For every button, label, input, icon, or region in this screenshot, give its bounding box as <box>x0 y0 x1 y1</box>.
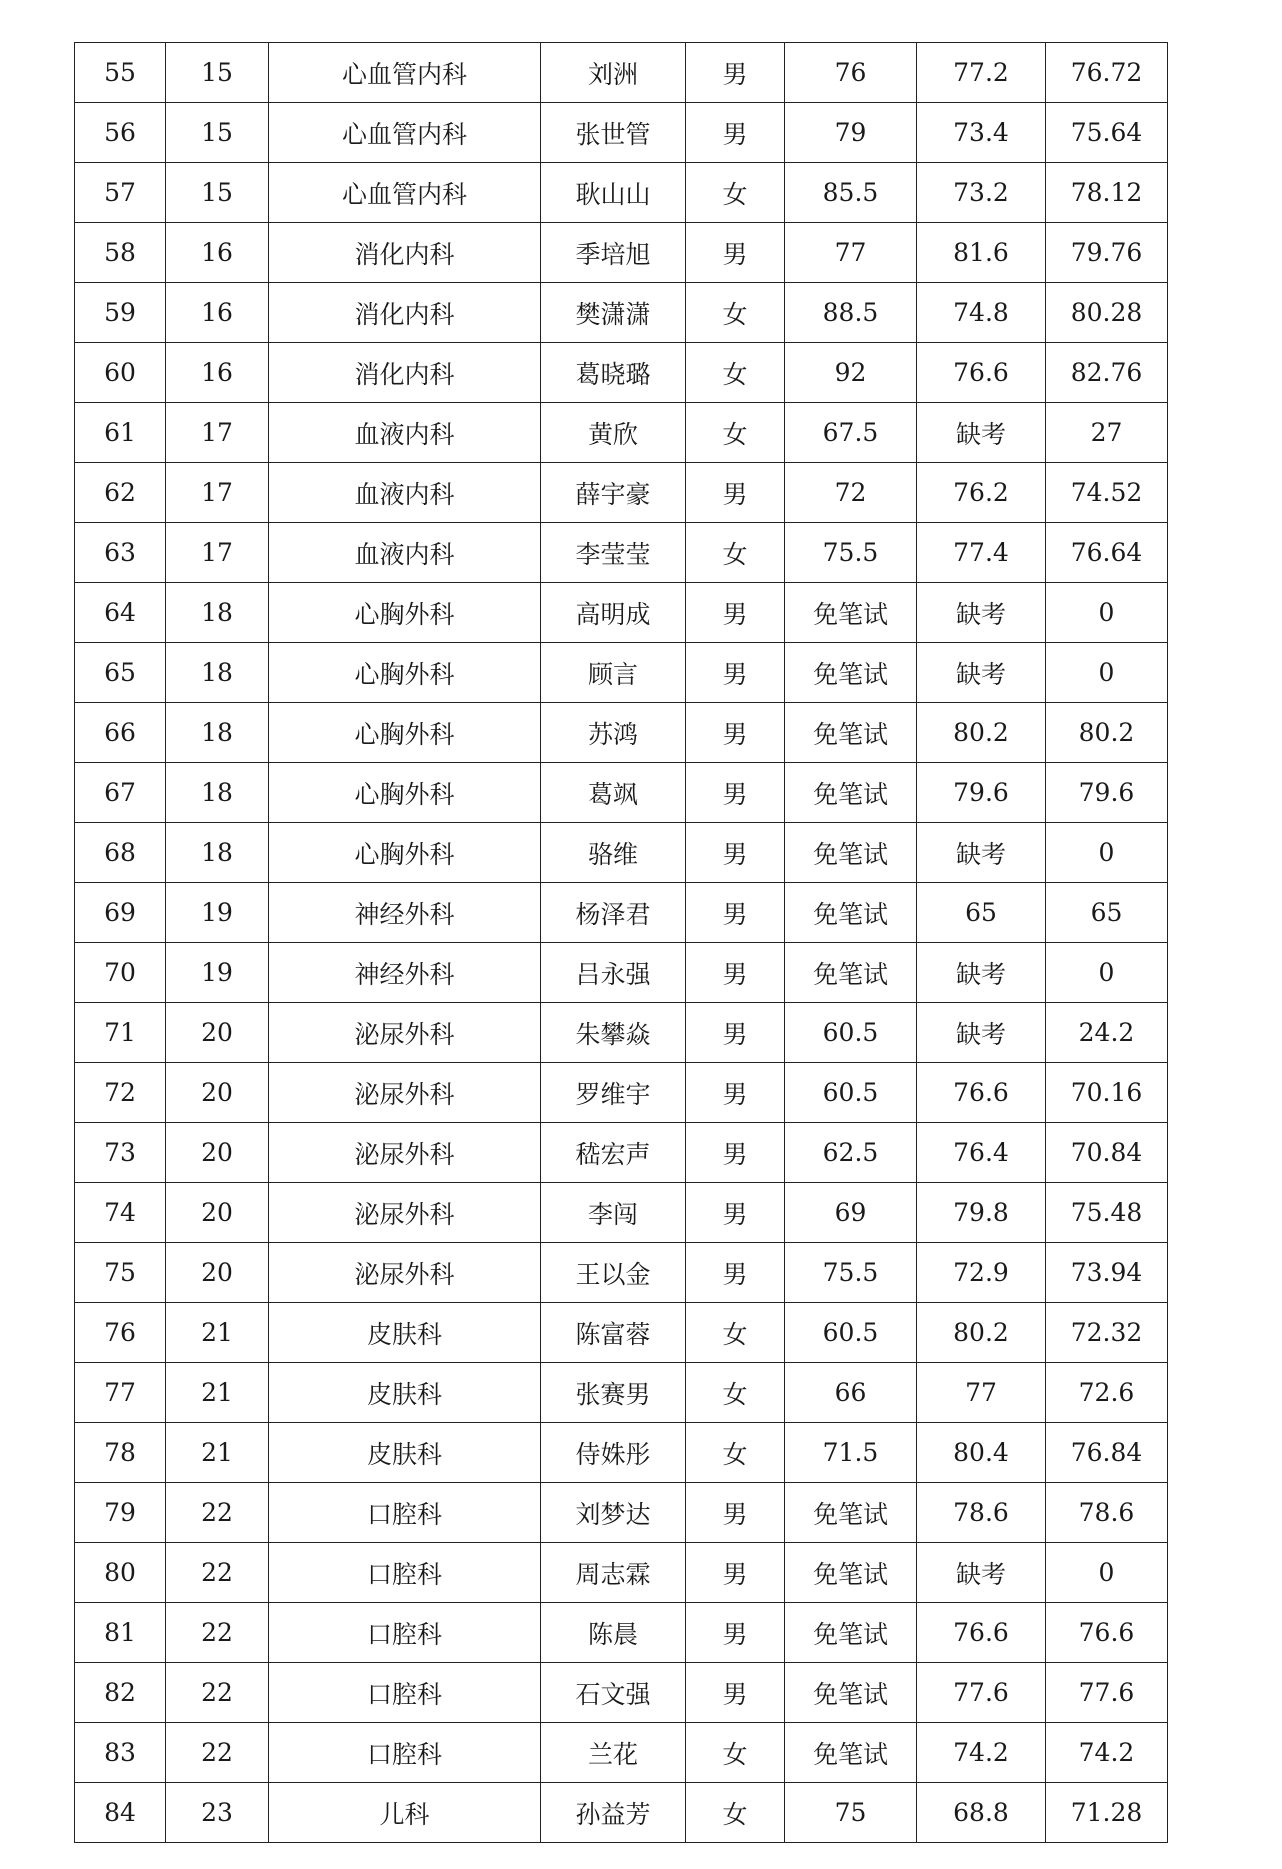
department-cell: 口腔科 <box>269 1663 541 1723</box>
row-number-cell: 64 <box>75 583 166 643</box>
written-score-cell: 75 <box>785 1783 917 1843</box>
position-code-cell: 19 <box>166 883 269 943</box>
gender-cell: 女 <box>686 403 785 463</box>
total-score-cell: 75.64 <box>1046 103 1168 163</box>
row-number-cell: 67 <box>75 763 166 823</box>
name-cell: 嵇宏声 <box>541 1123 686 1183</box>
position-code-cell: 22 <box>166 1723 269 1783</box>
interview-score-cell: 76.6 <box>917 1603 1046 1663</box>
row-number-cell: 76 <box>75 1303 166 1363</box>
table-row <box>75 1543 1168 1603</box>
name-cell: 张赛男 <box>541 1363 686 1423</box>
gender-cell: 女 <box>686 1423 785 1483</box>
position-code-cell: 16 <box>166 283 269 343</box>
gender-cell: 男 <box>686 1003 785 1063</box>
position-code-cell: 20 <box>166 1003 269 1063</box>
table-row <box>75 283 1168 343</box>
interview-score-cell: 68.8 <box>917 1783 1046 1843</box>
row-number-cell: 63 <box>75 523 166 583</box>
department-cell: 心血管内科 <box>269 43 541 103</box>
row-number-cell: 72 <box>75 1063 166 1123</box>
written-score-cell: 77 <box>785 223 917 283</box>
results-table <box>74 42 1168 1843</box>
row-number-cell: 60 <box>75 343 166 403</box>
row-number-cell: 65 <box>75 643 166 703</box>
total-score-cell: 76.6 <box>1046 1603 1168 1663</box>
total-score-cell: 74.2 <box>1046 1723 1168 1783</box>
position-code-cell: 17 <box>166 463 269 523</box>
department-cell: 泌尿外科 <box>269 1243 541 1303</box>
name-cell: 吕永强 <box>541 943 686 1003</box>
written-score-cell: 免笔试 <box>785 703 917 763</box>
gender-cell: 男 <box>686 1243 785 1303</box>
row-number-cell: 71 <box>75 1003 166 1063</box>
name-cell: 季培旭 <box>541 223 686 283</box>
department-cell: 心胸外科 <box>269 643 541 703</box>
row-number-cell: 78 <box>75 1423 166 1483</box>
interview-score-cell: 缺考 <box>917 1003 1046 1063</box>
position-code-cell: 18 <box>166 823 269 883</box>
row-number-cell: 77 <box>75 1363 166 1423</box>
position-code-cell: 20 <box>166 1243 269 1303</box>
name-cell: 苏鸿 <box>541 703 686 763</box>
total-score-cell: 0 <box>1046 823 1168 883</box>
written-score-cell: 72 <box>785 463 917 523</box>
written-score-cell: 60.5 <box>785 1003 917 1063</box>
interview-score-cell: 缺考 <box>917 583 1046 643</box>
total-score-cell: 76.72 <box>1046 43 1168 103</box>
position-code-cell: 20 <box>166 1123 269 1183</box>
name-cell: 王以金 <box>541 1243 686 1303</box>
row-number-cell: 73 <box>75 1123 166 1183</box>
interview-score-cell: 缺考 <box>917 403 1046 463</box>
interview-score-cell: 77.6 <box>917 1663 1046 1723</box>
name-cell: 侍姝彤 <box>541 1423 686 1483</box>
total-score-cell: 70.16 <box>1046 1063 1168 1123</box>
position-code-cell: 21 <box>166 1423 269 1483</box>
row-number-cell: 79 <box>75 1483 166 1543</box>
written-score-cell: 76 <box>785 43 917 103</box>
total-score-cell: 72.6 <box>1046 1363 1168 1423</box>
department-cell: 神经外科 <box>269 943 541 1003</box>
row-number-cell: 69 <box>75 883 166 943</box>
name-cell: 周志霖 <box>541 1543 686 1603</box>
interview-score-cell: 缺考 <box>917 823 1046 883</box>
table-row <box>75 703 1168 763</box>
interview-score-cell: 74.8 <box>917 283 1046 343</box>
written-score-cell: 60.5 <box>785 1303 917 1363</box>
position-code-cell: 18 <box>166 763 269 823</box>
written-score-cell: 79 <box>785 103 917 163</box>
table-row <box>75 163 1168 223</box>
row-number-cell: 70 <box>75 943 166 1003</box>
department-cell: 血液内科 <box>269 403 541 463</box>
table-row <box>75 823 1168 883</box>
row-number-cell: 61 <box>75 403 166 463</box>
total-score-cell: 65 <box>1046 883 1168 943</box>
table-row <box>75 1603 1168 1663</box>
table-row <box>75 883 1168 943</box>
table-row <box>75 1423 1168 1483</box>
written-score-cell: 85.5 <box>785 163 917 223</box>
interview-score-cell: 73.2 <box>917 163 1046 223</box>
gender-cell: 男 <box>686 643 785 703</box>
department-cell: 神经外科 <box>269 883 541 943</box>
interview-score-cell: 65 <box>917 883 1046 943</box>
position-code-cell: 16 <box>166 343 269 403</box>
written-score-cell: 免笔试 <box>785 1603 917 1663</box>
department-cell: 口腔科 <box>269 1723 541 1783</box>
gender-cell: 女 <box>686 1723 785 1783</box>
total-score-cell: 24.2 <box>1046 1003 1168 1063</box>
interview-score-cell: 缺考 <box>917 943 1046 1003</box>
written-score-cell: 62.5 <box>785 1123 917 1183</box>
written-score-cell: 免笔试 <box>785 1723 917 1783</box>
interview-score-cell: 77.2 <box>917 43 1046 103</box>
name-cell: 朱攀焱 <box>541 1003 686 1063</box>
written-score-cell: 免笔试 <box>785 943 917 1003</box>
gender-cell: 男 <box>686 763 785 823</box>
interview-score-cell: 77 <box>917 1363 1046 1423</box>
total-score-cell: 27 <box>1046 403 1168 463</box>
position-code-cell: 18 <box>166 583 269 643</box>
name-cell: 杨泽君 <box>541 883 686 943</box>
gender-cell: 男 <box>686 823 785 883</box>
department-cell: 泌尿外科 <box>269 1123 541 1183</box>
table-row <box>75 1303 1168 1363</box>
total-score-cell: 78.6 <box>1046 1483 1168 1543</box>
position-code-cell: 22 <box>166 1483 269 1543</box>
position-code-cell: 22 <box>166 1543 269 1603</box>
gender-cell: 女 <box>686 1783 785 1843</box>
gender-cell: 女 <box>686 1363 785 1423</box>
interview-score-cell: 77.4 <box>917 523 1046 583</box>
interview-score-cell: 76.4 <box>917 1123 1046 1183</box>
gender-cell: 男 <box>686 883 785 943</box>
table-row <box>75 1723 1168 1783</box>
row-number-cell: 83 <box>75 1723 166 1783</box>
table-row <box>75 1183 1168 1243</box>
row-number-cell: 58 <box>75 223 166 283</box>
total-score-cell: 80.28 <box>1046 283 1168 343</box>
gender-cell: 男 <box>686 463 785 523</box>
position-code-cell: 16 <box>166 223 269 283</box>
interview-score-cell: 缺考 <box>917 1543 1046 1603</box>
department-cell: 心血管内科 <box>269 103 541 163</box>
gender-cell: 男 <box>686 1663 785 1723</box>
name-cell: 葛飒 <box>541 763 686 823</box>
total-score-cell: 80.2 <box>1046 703 1168 763</box>
gender-cell: 女 <box>686 1303 785 1363</box>
department-cell: 消化内科 <box>269 223 541 283</box>
name-cell: 刘洲 <box>541 43 686 103</box>
table-row <box>75 763 1168 823</box>
gender-cell: 女 <box>686 523 785 583</box>
name-cell: 罗维宇 <box>541 1063 686 1123</box>
name-cell: 李闯 <box>541 1183 686 1243</box>
department-cell: 消化内科 <box>269 343 541 403</box>
position-code-cell: 20 <box>166 1063 269 1123</box>
total-score-cell: 71.28 <box>1046 1783 1168 1843</box>
department-cell: 泌尿外科 <box>269 1063 541 1123</box>
gender-cell: 女 <box>686 283 785 343</box>
name-cell: 兰花 <box>541 1723 686 1783</box>
interview-score-cell: 76.6 <box>917 343 1046 403</box>
written-score-cell: 88.5 <box>785 283 917 343</box>
written-score-cell: 92 <box>785 343 917 403</box>
gender-cell: 男 <box>686 583 785 643</box>
total-score-cell: 0 <box>1046 643 1168 703</box>
name-cell: 孙益芳 <box>541 1783 686 1843</box>
interview-score-cell: 78.6 <box>917 1483 1046 1543</box>
written-score-cell: 免笔试 <box>785 1483 917 1543</box>
department-cell: 心血管内科 <box>269 163 541 223</box>
row-number-cell: 84 <box>75 1783 166 1843</box>
total-score-cell: 76.84 <box>1046 1423 1168 1483</box>
name-cell: 石文强 <box>541 1663 686 1723</box>
table-row <box>75 583 1168 643</box>
row-number-cell: 82 <box>75 1663 166 1723</box>
row-number-cell: 66 <box>75 703 166 763</box>
position-code-cell: 18 <box>166 703 269 763</box>
total-score-cell: 78.12 <box>1046 163 1168 223</box>
position-code-cell: 22 <box>166 1603 269 1663</box>
total-score-cell: 75.48 <box>1046 1183 1168 1243</box>
name-cell: 高明成 <box>541 583 686 643</box>
total-score-cell: 0 <box>1046 583 1168 643</box>
position-code-cell: 21 <box>166 1363 269 1423</box>
row-number-cell: 55 <box>75 43 166 103</box>
gender-cell: 男 <box>686 1123 785 1183</box>
name-cell: 李莹莹 <box>541 523 686 583</box>
department-cell: 泌尿外科 <box>269 1003 541 1063</box>
row-number-cell: 81 <box>75 1603 166 1663</box>
department-cell: 心胸外科 <box>269 703 541 763</box>
name-cell: 耿山山 <box>541 163 686 223</box>
table-row <box>75 463 1168 523</box>
written-score-cell: 71.5 <box>785 1423 917 1483</box>
position-code-cell: 20 <box>166 1183 269 1243</box>
gender-cell: 男 <box>686 43 785 103</box>
interview-score-cell: 81.6 <box>917 223 1046 283</box>
total-score-cell: 77.6 <box>1046 1663 1168 1723</box>
table-row <box>75 343 1168 403</box>
department-cell: 皮肤科 <box>269 1423 541 1483</box>
gender-cell: 男 <box>686 1603 785 1663</box>
name-cell: 薛宇豪 <box>541 463 686 523</box>
department-cell: 心胸外科 <box>269 763 541 823</box>
name-cell: 刘梦达 <box>541 1483 686 1543</box>
table-row <box>75 43 1168 103</box>
department-cell: 消化内科 <box>269 283 541 343</box>
table-body <box>75 43 1168 1843</box>
gender-cell: 男 <box>686 1483 785 1543</box>
table-row <box>75 403 1168 463</box>
table-row <box>75 943 1168 1003</box>
interview-score-cell: 74.2 <box>917 1723 1046 1783</box>
department-cell: 血液内科 <box>269 523 541 583</box>
row-number-cell: 80 <box>75 1543 166 1603</box>
position-code-cell: 22 <box>166 1663 269 1723</box>
department-cell: 口腔科 <box>269 1603 541 1663</box>
name-cell: 樊潇潇 <box>541 283 686 343</box>
written-score-cell: 免笔试 <box>785 763 917 823</box>
table-row <box>75 1783 1168 1843</box>
row-number-cell: 59 <box>75 283 166 343</box>
gender-cell: 男 <box>686 703 785 763</box>
written-score-cell: 免笔试 <box>785 823 917 883</box>
department-cell: 泌尿外科 <box>269 1183 541 1243</box>
gender-cell: 男 <box>686 943 785 1003</box>
interview-score-cell: 76.2 <box>917 463 1046 523</box>
position-code-cell: 23 <box>166 1783 269 1843</box>
position-code-cell: 18 <box>166 643 269 703</box>
gender-cell: 男 <box>686 1543 785 1603</box>
row-number-cell: 62 <box>75 463 166 523</box>
table-row <box>75 1003 1168 1063</box>
position-code-cell: 15 <box>166 163 269 223</box>
written-score-cell: 75.5 <box>785 1243 917 1303</box>
table-row <box>75 1363 1168 1423</box>
written-score-cell: 66 <box>785 1363 917 1423</box>
position-code-cell: 21 <box>166 1303 269 1363</box>
position-code-cell: 15 <box>166 103 269 163</box>
name-cell: 陈富蓉 <box>541 1303 686 1363</box>
interview-score-cell: 76.6 <box>917 1063 1046 1123</box>
row-number-cell: 75 <box>75 1243 166 1303</box>
name-cell: 张世管 <box>541 103 686 163</box>
total-score-cell: 0 <box>1046 943 1168 1003</box>
position-code-cell: 15 <box>166 43 269 103</box>
written-score-cell: 免笔试 <box>785 1543 917 1603</box>
position-code-cell: 17 <box>166 403 269 463</box>
position-code-cell: 17 <box>166 523 269 583</box>
written-score-cell: 60.5 <box>785 1063 917 1123</box>
row-number-cell: 56 <box>75 103 166 163</box>
total-score-cell: 74.52 <box>1046 463 1168 523</box>
department-cell: 口腔科 <box>269 1543 541 1603</box>
table-row <box>75 1243 1168 1303</box>
name-cell: 黄欣 <box>541 403 686 463</box>
interview-score-cell: 79.6 <box>917 763 1046 823</box>
name-cell: 顾言 <box>541 643 686 703</box>
written-score-cell: 免笔试 <box>785 643 917 703</box>
department-cell: 血液内科 <box>269 463 541 523</box>
written-score-cell: 75.5 <box>785 523 917 583</box>
department-cell: 皮肤科 <box>269 1303 541 1363</box>
row-number-cell: 68 <box>75 823 166 883</box>
interview-score-cell: 80.2 <box>917 1303 1046 1363</box>
gender-cell: 男 <box>686 103 785 163</box>
total-score-cell: 79.6 <box>1046 763 1168 823</box>
gender-cell: 男 <box>686 1063 785 1123</box>
total-score-cell: 0 <box>1046 1543 1168 1603</box>
table-row <box>75 1063 1168 1123</box>
name-cell: 葛晓璐 <box>541 343 686 403</box>
department-cell: 心胸外科 <box>269 583 541 643</box>
table-row <box>75 643 1168 703</box>
department-cell: 皮肤科 <box>269 1363 541 1423</box>
gender-cell: 男 <box>686 223 785 283</box>
table-row <box>75 523 1168 583</box>
gender-cell: 女 <box>686 343 785 403</box>
table-row <box>75 1663 1168 1723</box>
gender-cell: 女 <box>686 163 785 223</box>
table-row <box>75 103 1168 163</box>
name-cell: 陈晨 <box>541 1603 686 1663</box>
table-row <box>75 223 1168 283</box>
table-row <box>75 1123 1168 1183</box>
written-score-cell: 免笔试 <box>785 883 917 943</box>
position-code-cell: 19 <box>166 943 269 1003</box>
total-score-cell: 72.32 <box>1046 1303 1168 1363</box>
row-number-cell: 57 <box>75 163 166 223</box>
total-score-cell: 76.64 <box>1046 523 1168 583</box>
department-cell: 儿科 <box>269 1783 541 1843</box>
written-score-cell: 免笔试 <box>785 1663 917 1723</box>
written-score-cell: 免笔试 <box>785 583 917 643</box>
table-row <box>75 1483 1168 1543</box>
total-score-cell: 70.84 <box>1046 1123 1168 1183</box>
name-cell: 骆维 <box>541 823 686 883</box>
interview-score-cell: 73.4 <box>917 103 1046 163</box>
interview-score-cell: 79.8 <box>917 1183 1046 1243</box>
interview-score-cell: 缺考 <box>917 643 1046 703</box>
total-score-cell: 82.76 <box>1046 343 1168 403</box>
written-score-cell: 67.5 <box>785 403 917 463</box>
written-score-cell: 69 <box>785 1183 917 1243</box>
interview-score-cell: 80.2 <box>917 703 1046 763</box>
total-score-cell: 73.94 <box>1046 1243 1168 1303</box>
row-number-cell: 74 <box>75 1183 166 1243</box>
department-cell: 口腔科 <box>269 1483 541 1543</box>
interview-score-cell: 80.4 <box>917 1423 1046 1483</box>
total-score-cell: 79.76 <box>1046 223 1168 283</box>
gender-cell: 男 <box>686 1183 785 1243</box>
department-cell: 心胸外科 <box>269 823 541 883</box>
interview-score-cell: 72.9 <box>917 1243 1046 1303</box>
